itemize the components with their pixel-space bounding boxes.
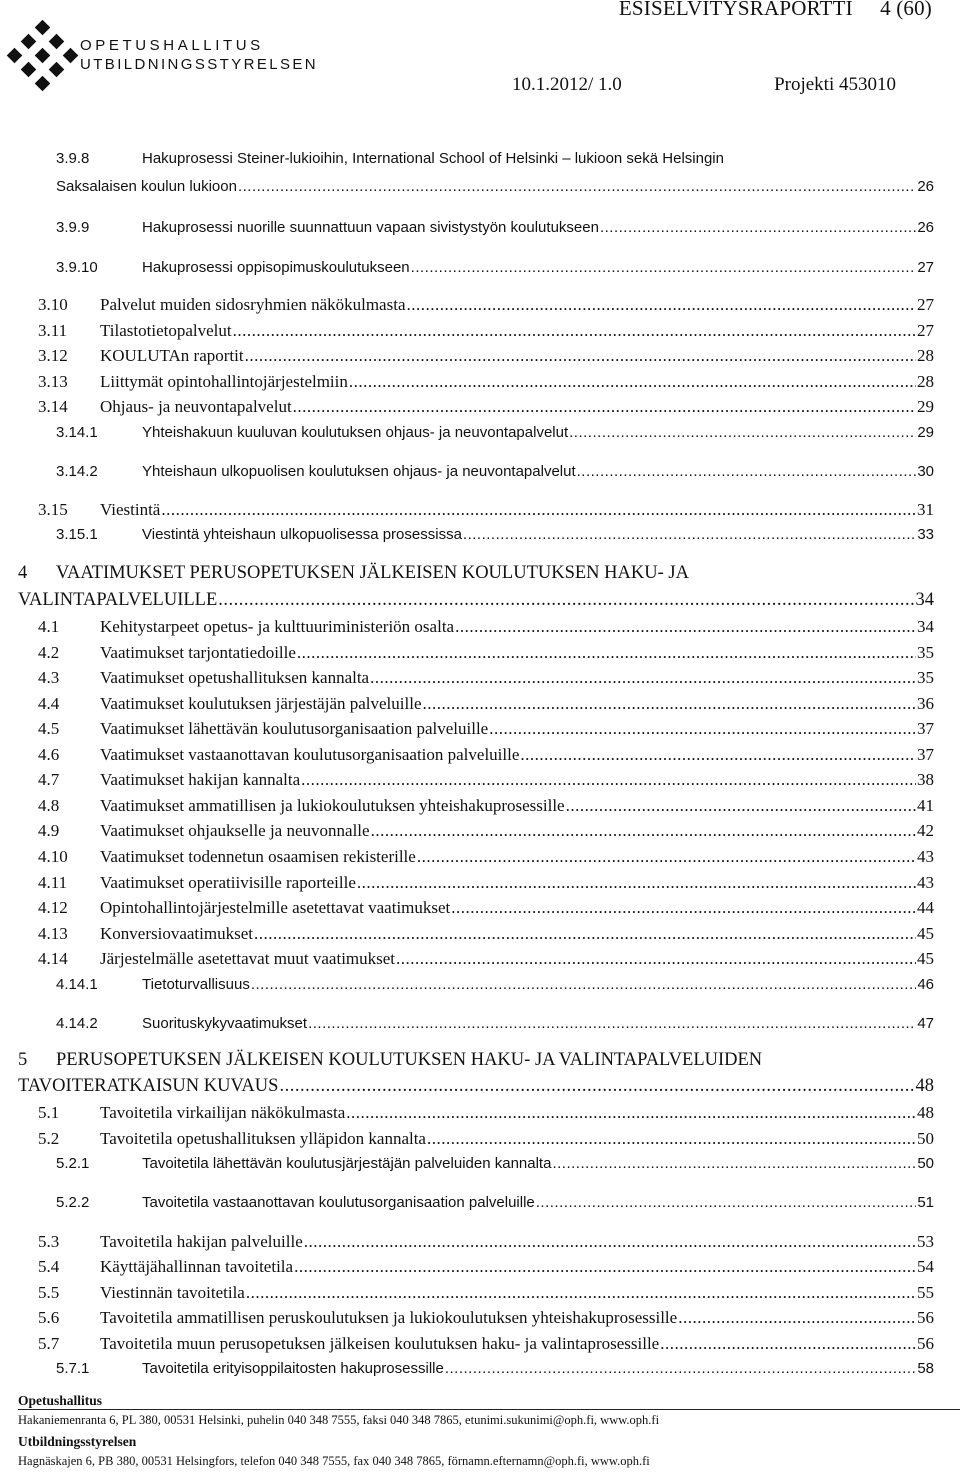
toc-page: 55 [917, 1283, 934, 1302]
toc-leader [308, 1015, 916, 1032]
toc-title: Tavoitetila erityisoppilaitosten hakuprosessille [142, 1360, 444, 1377]
toc-page: 37 [917, 745, 934, 764]
toc-entry-4-13[interactable] [38, 924, 934, 944]
toc-leader [294, 1257, 916, 1277]
toc-number: 3.11 [38, 321, 68, 340]
toc-page: 28 [917, 372, 934, 391]
toc-title: KOULUTAn raportit [100, 346, 244, 365]
toc-entry-5[interactable] [18, 1076, 934, 1097]
toc-leader [427, 1129, 916, 1149]
toc-leader [577, 463, 917, 480]
page-indicator: 4 (60) [880, 0, 932, 20]
toc-number: 4.8 [38, 796, 60, 815]
toc-entry-5-2-1[interactable] [56, 1155, 934, 1172]
toc-page: 29 [917, 424, 934, 441]
toc-entry-5-2-2[interactable] [56, 1194, 934, 1211]
toc-entry-3-13[interactable] [38, 372, 934, 392]
toc-page: 26 [917, 178, 934, 195]
toc-leader [293, 397, 916, 417]
toc-page: 34 [917, 617, 934, 636]
toc-number: 3.14 [38, 397, 68, 416]
toc-leader [370, 668, 916, 688]
toc-leader [445, 1360, 916, 1377]
toc-leader [463, 526, 916, 543]
toc-page: 45 [917, 949, 934, 968]
toc-entry-5-7-1[interactable] [56, 1360, 934, 1377]
toc-entry-4-8[interactable] [38, 796, 934, 816]
toc-title: Suorituskykyvaatimukset [142, 1015, 308, 1032]
toc-number: 4.1 [38, 617, 60, 636]
toc-page: 36 [917, 694, 934, 713]
toc-entry-5-line1[interactable] [18, 1050, 762, 1071]
toc-number: 5.1 [38, 1103, 60, 1122]
toc-leader [357, 873, 916, 893]
toc-page: 27 [917, 295, 934, 314]
toc-title: Käyttäjähallinnan tavoitetila [100, 1257, 294, 1276]
toc-number: 4 [18, 563, 28, 583]
toc-page: 33 [917, 526, 934, 543]
toc-entry-3-11[interactable] [38, 321, 934, 341]
toc-page: 50 [917, 1129, 934, 1148]
toc-page: 53 [917, 1232, 934, 1251]
toc-leader [536, 1194, 917, 1211]
toc-entry-3-9-10[interactable] [56, 259, 934, 276]
toc-title: Saksalaisen koulun lukioon [56, 178, 237, 195]
toc-leader [301, 770, 916, 790]
toc-page: 35 [917, 643, 934, 662]
toc-title: Hakuprosessi Steiner-lukioihin, International School of Helsinki – lukioon sekä Helsingin [142, 150, 724, 167]
toc-entry-5-2[interactable] [38, 1129, 934, 1149]
toc-number: 5.7 [38, 1334, 60, 1353]
toc-number: 3.13 [38, 372, 68, 391]
toc-entry-4-11[interactable] [38, 873, 934, 893]
footer-divider [18, 1409, 960, 1410]
toc-entry-3-15-1[interactable] [56, 526, 934, 543]
toc-number: 4.12 [38, 898, 68, 917]
toc-leader [569, 424, 916, 441]
toc-number: 3.10 [38, 295, 68, 314]
toc-entry-5-7[interactable] [38, 1334, 934, 1354]
toc-entry-4-7[interactable] [38, 770, 934, 790]
footer-org-finnish: Opetushallitus [18, 1393, 103, 1408]
toc-title: Konversiovaatimukset [100, 924, 253, 943]
toc-entry-3-9-8[interactable] [56, 178, 934, 195]
toc-entry-4[interactable] [18, 590, 934, 611]
toc-leader [246, 1283, 916, 1303]
toc-title: Vaatimukset hakijan kannalta [100, 770, 301, 789]
toc-entry-4-10[interactable] [38, 847, 934, 867]
toc-title: TAVOITERATKAISUN KUVAUS [18, 1076, 279, 1096]
toc-entry-5-6[interactable] [38, 1308, 934, 1328]
toc-entry-4-9[interactable] [38, 821, 934, 841]
toc-leader [566, 796, 916, 816]
toc-number: 4.6 [38, 745, 60, 764]
toc-title: Hakuprosessi oppisopimuskoulutukseen [142, 259, 410, 276]
toc-title: Vaatimukset koulutuksen järjestäjän palveluille [100, 694, 422, 713]
toc-number: 4.7 [38, 770, 60, 789]
org-name-swedish: UTBILDNINGSSTYRELSEN [80, 56, 319, 73]
toc-entry-5-4[interactable] [38, 1257, 934, 1277]
toc-page: 41 [917, 796, 934, 815]
toc-number: 4.2 [38, 643, 60, 662]
toc-number: 5.2.1 [56, 1155, 90, 1172]
toc-leader [346, 1103, 916, 1123]
toc-entry-3-12[interactable] [38, 346, 934, 366]
toc-number: 4.14 [38, 949, 68, 968]
toc-title: Vaatimukset opetushallituksen kannalta [100, 668, 370, 687]
toc-page: 47 [917, 1015, 934, 1032]
toc-page: 51 [917, 1194, 934, 1211]
opetushallitus-logo-icon [3, 16, 83, 96]
toc-number: 4.11 [38, 873, 68, 892]
toc-entry-5-3[interactable] [38, 1232, 934, 1252]
toc-number: 5.4 [38, 1257, 60, 1276]
toc-page: 27 [917, 321, 934, 340]
toc-page: 34 [915, 590, 934, 610]
toc-page: 48 [915, 1076, 934, 1096]
toc-title: Liittymät opintohallintojärjestelmiin [100, 372, 348, 391]
toc-entry-3-9-8-line1[interactable] [56, 150, 724, 167]
toc-title: Vaatimukset tarjontatiedoille [100, 643, 296, 662]
toc-leader [238, 178, 916, 195]
toc-title: Järjestelmälle asetettavat muut vaatimukset [100, 949, 396, 968]
document-date-version: 10.1.2012/ 1.0 [512, 74, 622, 95]
toc-entry-4-line1[interactable] [18, 563, 689, 584]
toc-number: 4.14.2 [56, 1015, 98, 1032]
toc-title: Tietoturvallisuus [142, 976, 250, 993]
toc-title: Vaatimukset ohjaukselle ja neuvonnalle [100, 821, 370, 840]
toc-page: 48 [917, 1103, 934, 1122]
toc-title: Yhteishakuun kuuluvan koulutuksen ohjaus- ja neuvontapalvelut [142, 424, 569, 441]
toc-entry-5-5[interactable] [38, 1283, 934, 1303]
toc-page: 56 [917, 1308, 934, 1327]
toc-entry-4-4[interactable] [38, 694, 934, 714]
toc-leader [297, 643, 916, 663]
toc-number: 3.15.1 [56, 526, 98, 543]
toc-title: Tavoitetila vastaanottavan koulutusorganisaation palveluille [142, 1194, 535, 1211]
toc-title: Tavoitetila virkailijan näkökulmasta [100, 1103, 346, 1122]
toc-leader [417, 847, 916, 867]
toc-leader [678, 1308, 916, 1328]
toc-title: Vaatimukset todennetun osaamisen rekisterille [100, 847, 416, 866]
toc-page: 58 [917, 1360, 934, 1377]
toc-entry-4-14[interactable] [38, 949, 934, 969]
toc-title: Tavoitetila hakijan palveluille [100, 1232, 303, 1251]
toc-number: 4.14.1 [56, 976, 98, 993]
toc-number: 3.14.1 [56, 424, 98, 441]
toc-leader [423, 694, 917, 714]
toc-entry-4-2[interactable] [38, 643, 934, 663]
toc-number: 3.12 [38, 346, 68, 365]
toc-leader [600, 219, 916, 236]
toc-title: VAATIMUKSET PERUSOPETUKSEN JÄLKEISEN KOULUTUKSEN HAKU- JA [56, 563, 689, 583]
toc-title: Tilastotietopalvelut [100, 321, 232, 340]
toc-title: Ohjaus- ja neuvontapalvelut [100, 397, 292, 416]
toc-entry-3-15[interactable] [38, 500, 934, 520]
toc-leader [411, 259, 917, 276]
toc-page: 50 [917, 1155, 934, 1172]
toc-title: Tavoitetila ammatillisen peruskoulutuksen ja lukiokoulutuksen yhteishakuprosessille [100, 1308, 678, 1327]
toc-entry-3-9-9[interactable] [56, 219, 934, 236]
toc-number: 4.10 [38, 847, 68, 866]
toc-number: 5.2 [38, 1129, 60, 1148]
toc-number: 5.7.1 [56, 1360, 90, 1377]
toc-number: 4.3 [38, 668, 60, 687]
toc-title: Tavoitetila opetushallituksen ylläpidon kannalta [100, 1129, 426, 1148]
toc-leader [245, 346, 916, 366]
toc-page: 29 [917, 397, 934, 416]
toc-title: Hakuprosessi nuorille suunnattuun vapaan sivistystyön koulutukseen [142, 219, 599, 236]
toc-leader [455, 617, 916, 637]
toc-leader [451, 898, 916, 918]
document-project: Projekti 453010 [774, 74, 896, 95]
toc-number: 5 [18, 1050, 28, 1070]
toc-leader [254, 924, 916, 944]
toc-entry-3-14-2[interactable] [56, 463, 934, 480]
document-title-text: ESISELVITYSRAPORTTI [618, 0, 853, 20]
toc-number: 5.3 [38, 1232, 60, 1251]
toc-number: 5.6 [38, 1308, 60, 1327]
toc-title: VALINTAPALVELUILLE [18, 590, 218, 610]
toc-number: 3.9.8 [56, 150, 90, 167]
toc-entry-3-14-1[interactable] [56, 424, 934, 441]
toc-leader [407, 295, 917, 315]
toc-leader [218, 590, 914, 611]
toc-page: 46 [917, 976, 934, 993]
toc-page: 26 [917, 219, 934, 236]
toc-page: 27 [917, 259, 934, 276]
toc-leader [161, 500, 916, 520]
toc-page: 35 [917, 668, 934, 687]
toc-title: PERUSOPETUKSEN JÄLKEISEN KOULUTUKSEN HAKU- JA VALINTAPALVELUIDEN [56, 1050, 763, 1070]
toc-entry-4-3[interactable] [38, 668, 934, 688]
toc-leader [396, 949, 916, 969]
toc-entry-3-10[interactable] [38, 295, 934, 315]
toc-number: 5.5 [38, 1283, 60, 1302]
toc-title: Tavoitetila lähettävän koulutusjärjestäjän palveluiden kannalta [142, 1155, 552, 1172]
toc-number: 3.9.9 [56, 219, 90, 236]
toc-entry-5-1[interactable] [38, 1103, 934, 1123]
toc-leader [279, 1076, 914, 1097]
toc-entry-4-1[interactable] [38, 617, 934, 637]
toc-title: Vaatimukset vastaanottavan koulutusorganisaation palveluille [100, 745, 520, 764]
toc-page: 28 [917, 346, 934, 365]
toc-number: 3.9.10 [56, 259, 98, 276]
toc-number: 3.15 [38, 500, 68, 519]
footer-address-swedish: Hagnäskajen 6, PB 380, 00531 Helsingfors, telefon 040 348 7555, fax 040 348 7865, förnamn.efternamn@oph.fi, www.oph.fi [18, 1454, 650, 1468]
toc-leader [520, 745, 916, 765]
toc-entry-4-14-2[interactable] [56, 1015, 934, 1032]
toc-page: 54 [917, 1257, 934, 1276]
toc-leader [304, 1232, 916, 1252]
toc-number: 4.4 [38, 694, 60, 713]
toc-title: Palvelut muiden sidosryhmien näkökulmasta [100, 295, 406, 314]
footer-address-finnish: Hakaniemenranta 6, PL 380, 00531 Helsinki, puhelin 040 348 7555, faksi 040 348 7865, etunimi.sukunimi@oph.fi, www.oph.fi [18, 1413, 660, 1427]
toc-entry-4-5[interactable] [38, 719, 934, 739]
toc-page: 38 [917, 770, 934, 789]
toc-page: 42 [917, 821, 934, 840]
toc-number: 5.2.2 [56, 1194, 90, 1211]
toc-leader [660, 1334, 916, 1354]
toc-title: Viestintä [100, 500, 161, 519]
toc-leader [371, 821, 916, 841]
org-name-finnish: OPETUSHALLITUS [80, 37, 264, 54]
toc-page: 56 [917, 1334, 934, 1353]
toc-number: 4.5 [38, 719, 60, 738]
footer-org-swedish: Utbildningsstyrelsen [18, 1434, 137, 1449]
toc-title: Vaatimukset lähettävän koulutusorganisaation palveluille [100, 719, 489, 738]
toc-page: 37 [917, 719, 934, 738]
toc-number: 4.9 [38, 821, 60, 840]
toc-entry-3-14[interactable] [38, 397, 934, 417]
toc-title: Yhteishaun ulkopuolisen koulutuksen ohjaus- ja neuvontapalvelut [142, 463, 576, 480]
toc-title: Opintohallintojärjestelmille asetettavat vaatimukset [100, 898, 451, 917]
toc-title: Tavoitetila muun perusopetuksen jälkeisen koulutuksen haku- ja valintaprosessille [100, 1334, 660, 1353]
toc-title: Kehitystarpeet opetus- ja kulttuuriministeriön osalta [100, 617, 455, 636]
toc-title: Vaatimukset operatiivisille raporteille [100, 873, 356, 892]
toc-title: Viestinnän tavoitetila [100, 1283, 245, 1302]
document-title [619, 0, 932, 21]
toc-entry-4-12[interactable] [38, 898, 934, 918]
toc-page: 30 [917, 463, 934, 480]
toc-number: 3.14.2 [56, 463, 98, 480]
toc-leader [233, 321, 916, 341]
toc-leader [489, 719, 916, 739]
toc-number: 4.13 [38, 924, 68, 943]
toc-title: Viestintä yhteishaun ulkopuolisessa prosessissa [142, 526, 462, 543]
toc-page: 43 [917, 847, 934, 866]
toc-title: Vaatimukset ammatillisen ja lukiokoulutuksen yhteishakuprosessille [100, 796, 565, 815]
toc-leader [552, 1155, 916, 1172]
toc-entry-4-14-1[interactable] [56, 976, 934, 993]
toc-page: 44 [917, 898, 934, 917]
toc-page: 43 [917, 873, 934, 892]
toc-page: 31 [917, 500, 934, 519]
toc-leader [349, 372, 916, 392]
toc-leader [251, 976, 916, 993]
toc-entry-4-6[interactable] [38, 745, 934, 765]
toc-page: 45 [917, 924, 934, 943]
